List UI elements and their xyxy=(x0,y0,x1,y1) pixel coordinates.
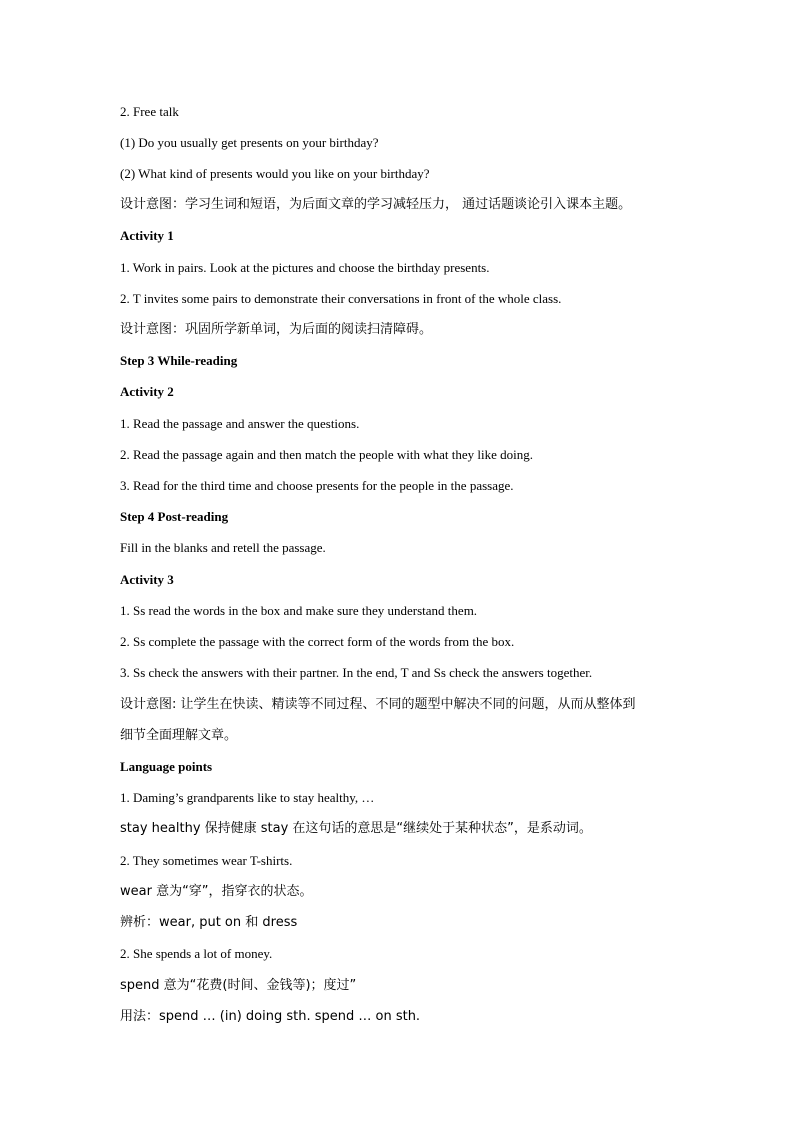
activity-2-step-2: 2. Read the passage again and then match the people with what they like doing. xyxy=(120,447,533,462)
language-point-2-note: wear 意为“穿”，指穿衣的状态。 xyxy=(120,884,313,899)
design-intent-3-line-1: 设计意图: 让学生在快读、精读等不同过程、不同的题型中解决不同的问题，从而从整体到 xyxy=(120,697,636,712)
free-talk-question-2: (2) What kind of presents would you like on your birthday? xyxy=(120,166,430,181)
activity-1-step-1: 1. Work in pairs. Look at the pictures and choose the birthday presents. xyxy=(120,260,490,275)
free-talk-question-1: (1) Do you usually get presents on your birthday? xyxy=(120,135,379,150)
activity-2-step-3: 3. Read for the third time and choose presents for the people in the passage. xyxy=(120,478,514,493)
language-point-3: 2. She spends a lot of money. xyxy=(120,946,273,961)
activity-3-step-3: 3. Ss check the answers with their partner. In the end, T and Ss check the answers together. xyxy=(120,665,593,680)
step-4-heading: Step 4 Post-reading xyxy=(120,509,229,524)
design-intent-3-line-2: 细节全面理解文章。 xyxy=(120,728,238,743)
design-intent-1: 设计意图：学习生词和短语，为后面文章的学习减轻压力， 通过话题谈论引入课本主题。 xyxy=(120,197,632,212)
design-intent-2: 设计意图：巩固所学新单词，为后面的阅读扫清障碍。 xyxy=(120,322,433,337)
activity-2-step-1: 1. Read the passage and answer the questions. xyxy=(120,416,360,431)
language-points-heading: Language points xyxy=(120,759,213,774)
step-3-heading: Step 3 While-reading xyxy=(120,353,238,368)
activity-2-heading: Activity 2 xyxy=(120,384,174,399)
step-4-instruction: Fill in the blanks and retell the passage. xyxy=(120,540,326,555)
language-point-3-usage: 用法：spend … (in) doing sth. spend … on sth. xyxy=(120,1009,421,1024)
language-point-2-comparison: 辨析：wear, put on 和 dress xyxy=(120,915,298,930)
activity-3-step-1: 1. Ss read the words in the box and make sure they understand them. xyxy=(120,603,478,618)
language-point-2: 2. They sometimes wear T-shirts. xyxy=(120,853,293,868)
language-point-3-note: spend 意为“花费(时间、金钱等)；度过” xyxy=(120,978,357,993)
activity-1-step-2: 2. T invites some pairs to demonstrate their conversations in front of the whole class. xyxy=(120,291,562,306)
free-talk-heading: 2. Free talk xyxy=(120,104,179,119)
language-point-1: 1. Daming’s grandparents like to stay healthy, … xyxy=(120,790,375,805)
language-point-1-note: stay healthy 保持健康 stay 在这句话的意思是“继续处于某种状态”，是系动词。 xyxy=(120,821,592,836)
activity-1-heading: Activity 1 xyxy=(120,228,174,243)
activity-3-heading: Activity 3 xyxy=(120,572,174,587)
activity-3-step-2: 2. Ss complete the passage with the correct form of the words from the box. xyxy=(120,634,515,649)
